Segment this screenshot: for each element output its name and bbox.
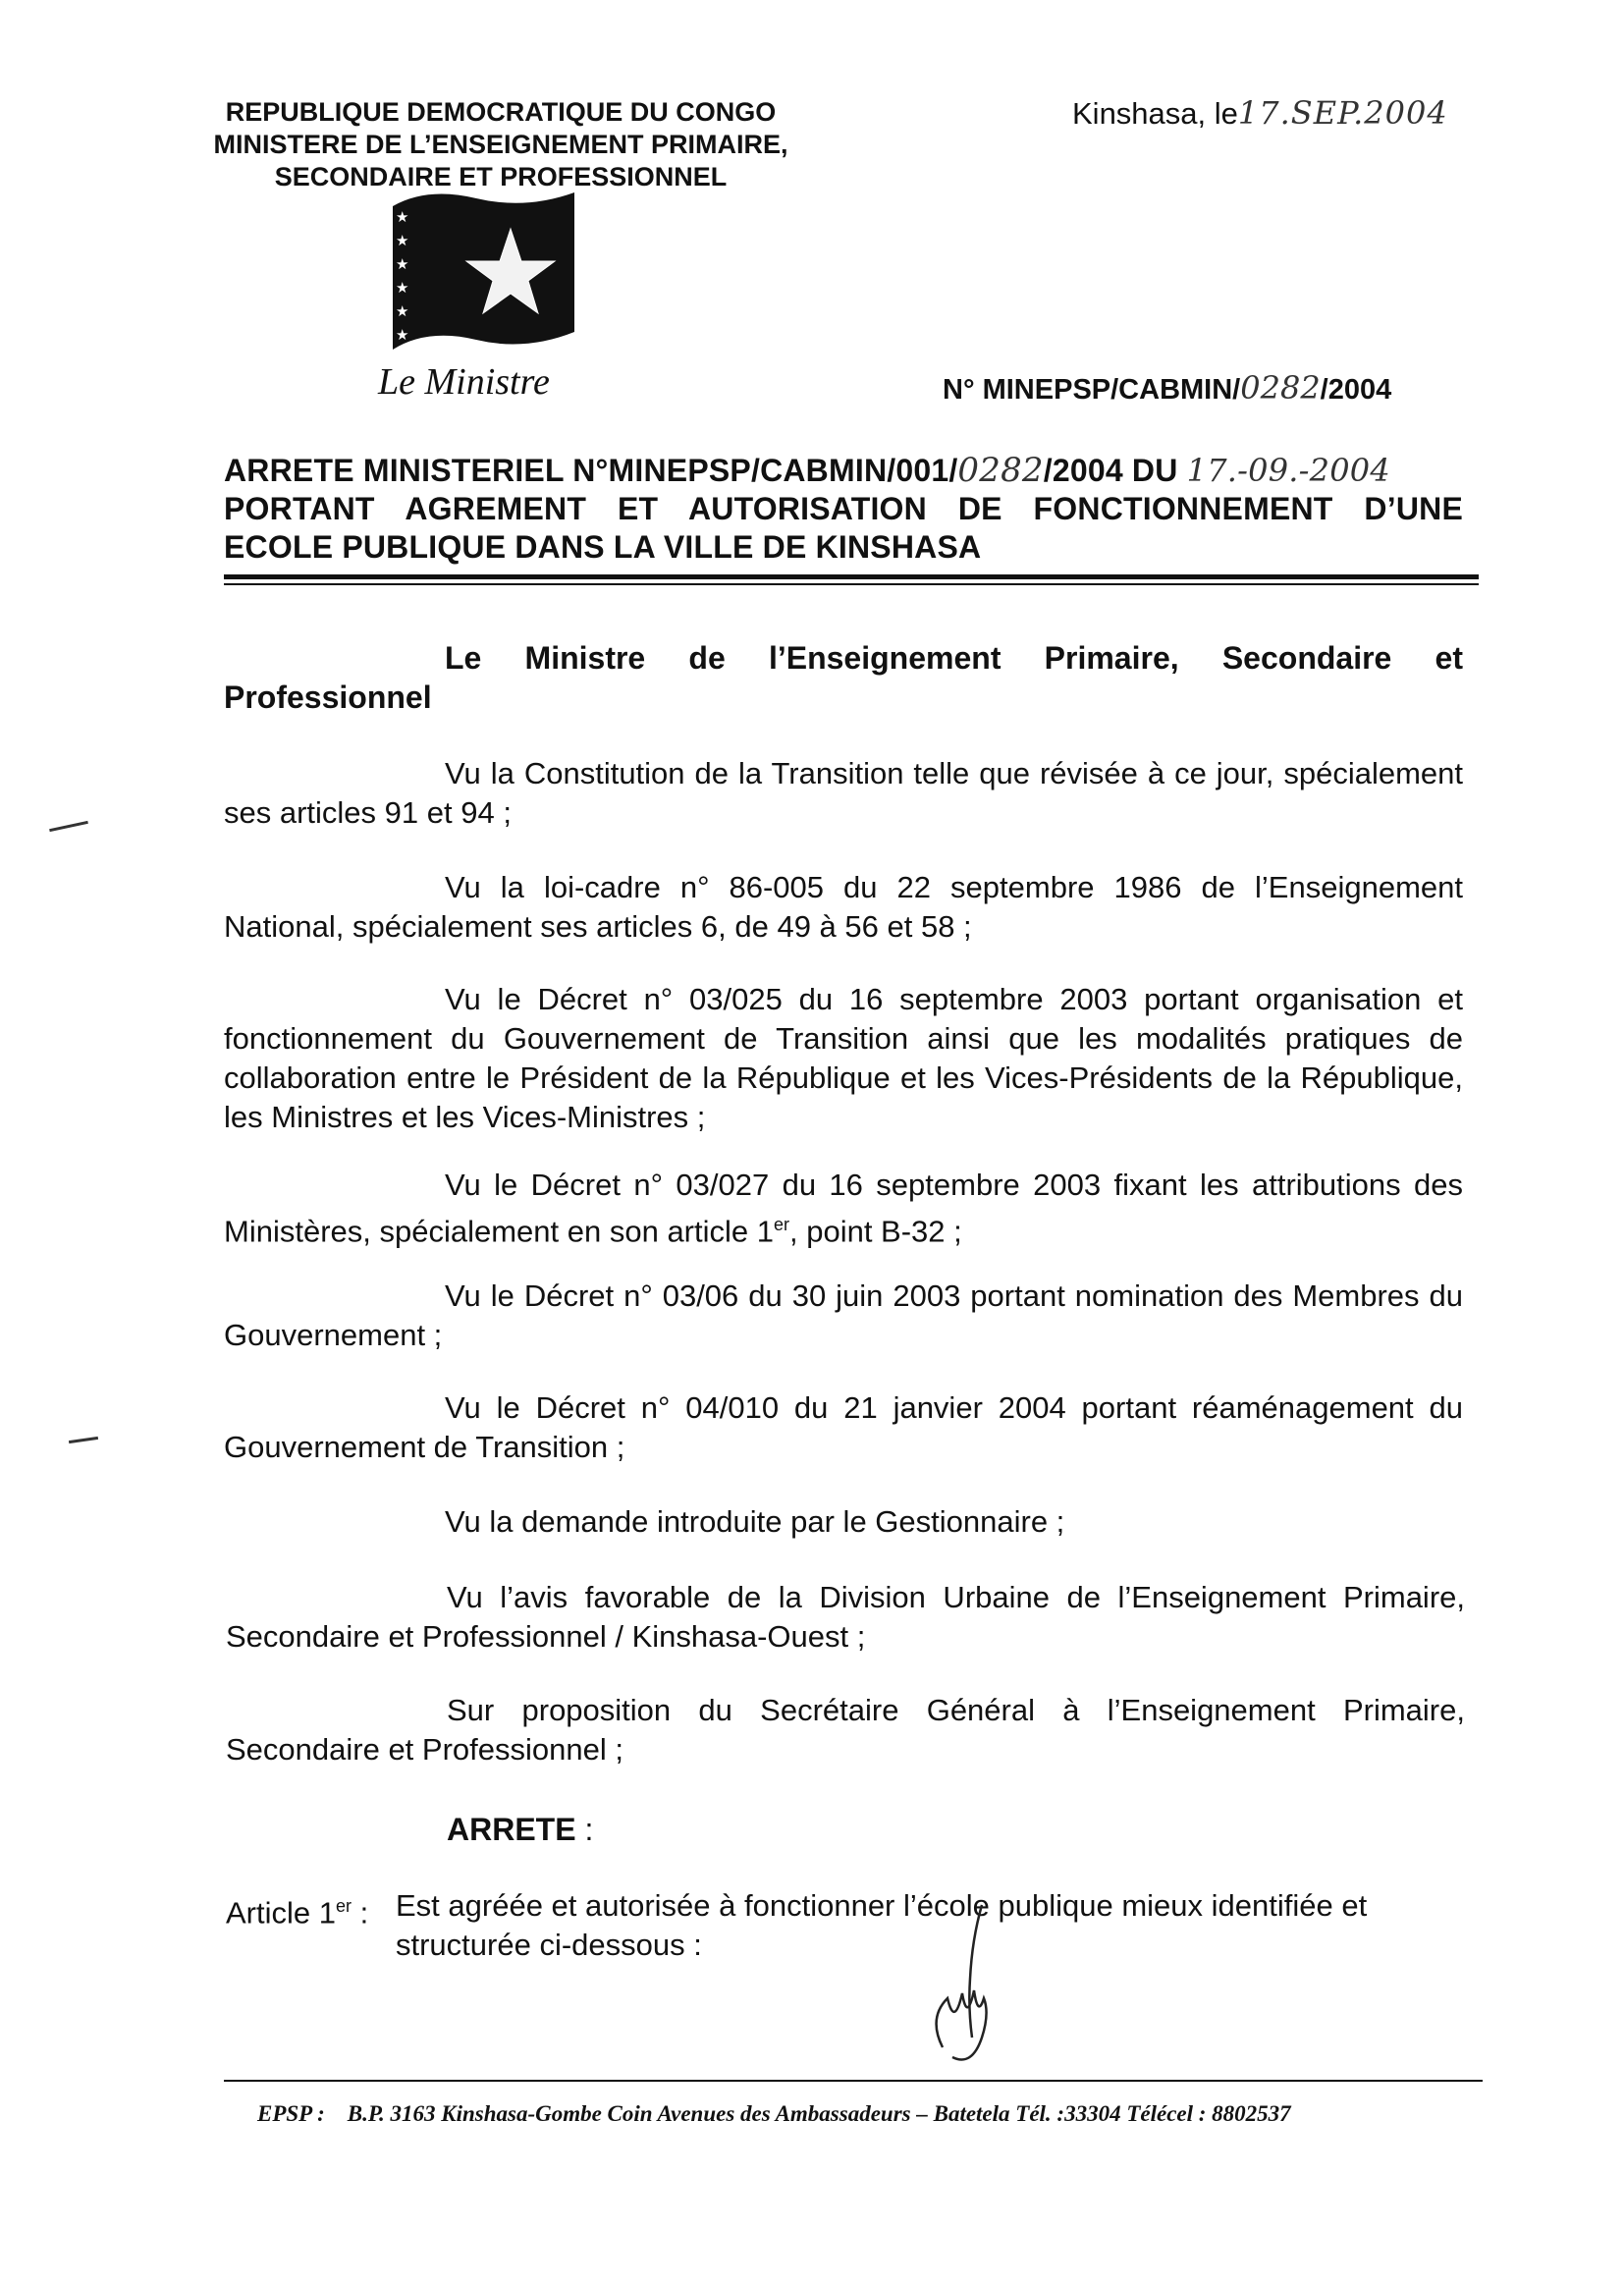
minister-title: Le Ministre <box>378 361 550 403</box>
svg-text:★: ★ <box>396 232 409 249</box>
decree-title <box>224 452 1463 567</box>
header-country: REPUBLIQUE DEMOCRATIQUE DU CONGO <box>225 97 777 127</box>
consideration-constitution: Vu la Constitution de la Transition telle que révisée à ce jour, spécialement ses articles 91 et 94 ; <box>224 756 1463 830</box>
consideration-demande: Vu la demande introduite par le Gestionnaire ; <box>445 1504 1065 1539</box>
title-handwritten-number: 0282 <box>957 451 1044 490</box>
title-handwritten-date: 17.-09.-2004 <box>1186 452 1390 489</box>
svg-text:★: ★ <box>396 208 409 226</box>
article-1-label: Article 1er : <box>226 1895 369 1931</box>
consideration-avis-favorable: Vu l’avis favorable de la Division Urbaine de l’Enseignement Primaire, Secondaire et Professionnel / Kinshasa-Ouest ; <box>226 1580 1465 1654</box>
svg-text:★: ★ <box>396 279 409 297</box>
arrete-heading: ARRETE : <box>447 1812 594 1847</box>
letterhead <box>147 96 854 193</box>
title-line2: PORTANT AGREMENT ET AUTORISATION DE FONCTIONNEMENT D’UNE <box>224 491 1463 526</box>
svg-text:★: ★ <box>396 326 409 344</box>
scan-mark <box>49 821 88 832</box>
footer-rule <box>224 2080 1483 2082</box>
consideration-decret-03-06: Vu le Décret n° 03/06 du 30 juin 2003 portant nomination des Membres du Gouvernement ; <box>224 1278 1463 1352</box>
title-line3: ECOLE PUBLIQUE DANS LA VILLE DE KINSHASA <box>224 529 982 565</box>
reference-prefix: N° MINEPSP/CABMIN/ <box>943 374 1241 406</box>
consideration-decret-03-025: Vu le Décret n° 03/025 du 16 septembre 2003 portant organisation et fonctionnement du Gouvernement de Transition ainsi que les modalités pratiques de collaboration entre le Président de la République et les Vices-Présidents de la République, les Ministres et les Vices-Ministres ; <box>224 982 1463 1134</box>
header-ministry-line2: SECONDAIRE ET PROFESSIONNEL <box>274 162 728 191</box>
title-line1: ARRETE MINISTERIEL N°MINEPSP/CABMIN/001/0282/2004 DU 17.-09.-2004 <box>224 451 1390 490</box>
flag-emblem <box>388 185 584 366</box>
header-ministry-line1: MINISTERE DE L’ENSEIGNEMENT PRIMAIRE, <box>213 130 788 159</box>
reference-number <box>943 369 1391 407</box>
scan-mark <box>69 1437 98 1443</box>
intro-minister: Le Ministre de l’Enseignement Primaire, Secondaire et Professionnel <box>224 640 1463 715</box>
title-rule-thin <box>224 583 1479 585</box>
initials-paraphe <box>913 1900 1021 2077</box>
footer-address <box>257 2101 1485 2127</box>
reference-handwritten: 0282 <box>1240 369 1321 407</box>
svg-text:★: ★ <box>396 255 409 273</box>
consideration-decret-04-010: Vu le Décret n° 04/010 du 21 janvier 2004 portant réaménagement du Gouvernement de Transition ; <box>224 1390 1463 1464</box>
svg-text:★: ★ <box>396 302 409 320</box>
date-handwritten: 17.SEP.2004 <box>1237 94 1448 132</box>
footer-contact: B.P. 3163 Kinshasa-Gombe Coin Avenues des Ambassadeurs – Batetela Tél. :33304 Télécel : 8802537 <box>347 2101 1291 2126</box>
date-line <box>1072 94 1448 132</box>
reference-suffix: /2004 <box>1320 374 1392 406</box>
date-prefix: Kinshasa, le <box>1072 96 1238 131</box>
consideration-loi-cadre: Vu la loi-cadre n° 86-005 du 22 septembre 1986 de l’Enseignement National, spécialement ses articles 6, de 49 à 56 et 58 ; <box>224 870 1463 944</box>
footer-label: EPSP : <box>257 2101 325 2126</box>
title-rule-thick <box>224 574 1479 579</box>
article-1-text: Est agréée et autorisée à fonctionner l’école publique mieux identifiée et structurée ci-dessous : <box>396 1888 1368 1962</box>
consideration-decret-03-027: Vu le Décret n° 03/027 du 16 septembre 2003 fixant les attributions des Ministères, spécialement en son article 1er, point B-32 ; <box>224 1168 1463 1249</box>
consideration-proposition: Sur proposition du Secrétaire Général à l’Enseignement Primaire, Secondaire et Professionnel ; <box>226 1693 1465 1767</box>
